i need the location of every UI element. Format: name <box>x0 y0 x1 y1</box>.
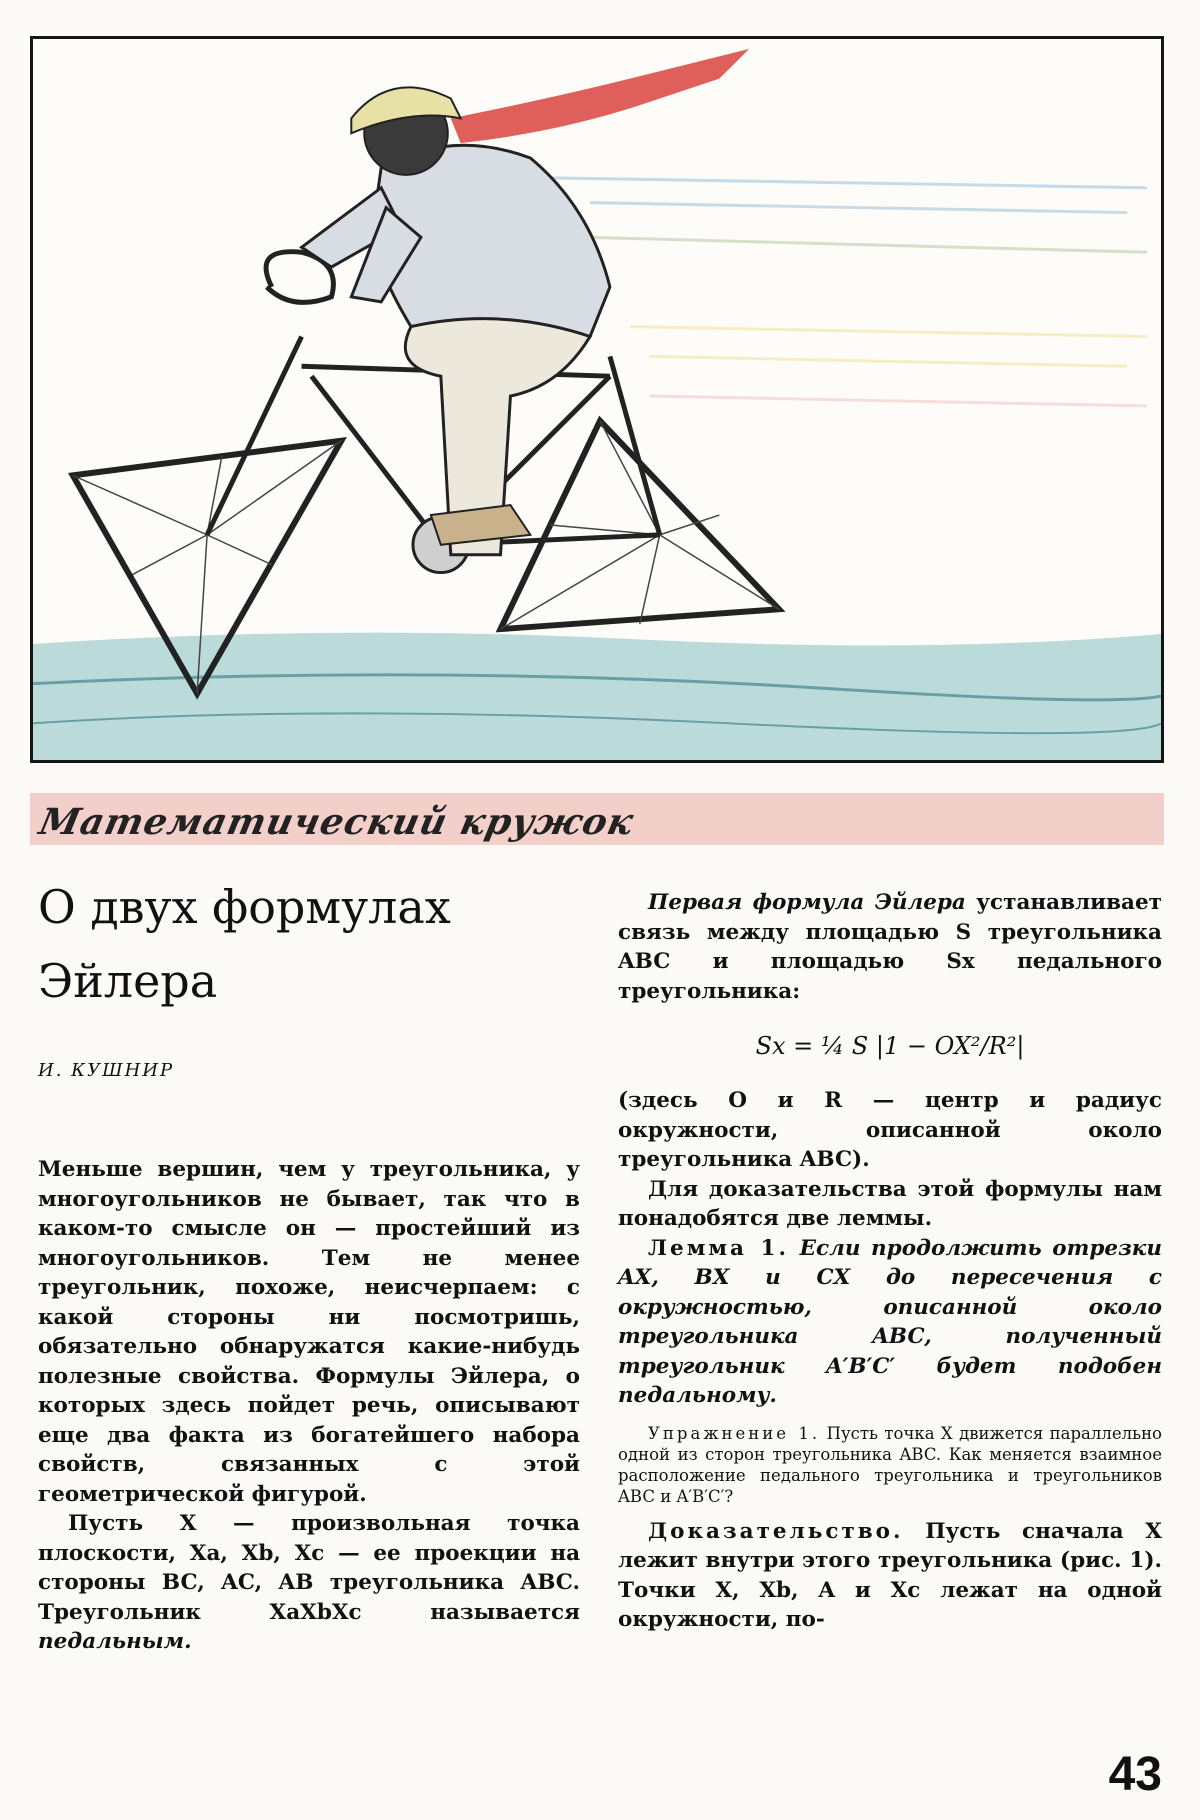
left-column <box>38 1155 580 1657</box>
right-column <box>618 888 1162 1635</box>
author: И. КУШНИР <box>38 1060 175 1081</box>
first-formula-term: Первая формула Эйлера <box>648 890 966 915</box>
paragraph-first-formula <box>618 888 1162 1006</box>
article-title <box>38 870 598 1018</box>
proof-label: Доказательство. <box>648 1518 904 1544</box>
paragraph-notation: (здесь O и R — центр и радиус окружности, описанной около треугольника ABC). <box>618 1088 1162 1172</box>
lemma-text: Если продолжить отрезки AX, BX и CX до пересечения с окружностью, описанной около треугольника ABC, полученный треугольник A′B′C′ будет подобен педальному. <box>618 1235 1162 1408</box>
exercise-text: Пусть точка X движется параллельно одной из сторон треугольника ABC. Как меняется взаимное расположение педального треугольника и треугольников ABC и A′B′C′? <box>618 1423 1162 1506</box>
lemma-label: Лемма 1. <box>648 1235 790 1261</box>
definition-text: Пусть X — произвольная точка плоскости, Xa, Xb, Xc — ее проекции на стороны BC, AC, AB треугольника ABC. Треугольник XaXbXc называется <box>38 1511 580 1625</box>
page-number: 43 <box>1108 1748 1162 1801</box>
title-line-2: Эйлера <box>38 954 218 1008</box>
proof-text: Пусть сначала X лежит внутри этого треугольника (рис. 1). Точки X, Xb, A и Xc лежат на одной окружности, по- <box>618 1518 1162 1632</box>
proof <box>618 1517 1162 1635</box>
first-formula-text: устанавливает связь между площадью S треугольника ABC и площадью Sx педального треугольника: <box>618 890 1162 1004</box>
cyclist-drawing <box>33 39 1161 760</box>
cyclist-illustration <box>30 36 1164 763</box>
euler-formula: Sx = ¼ S |1 − OX²/R²| <box>755 1032 1025 1060</box>
title-line-1: О двух формулах <box>38 880 451 934</box>
section-label: Математический кружок <box>35 801 638 843</box>
exercise-1 <box>618 1423 1162 1507</box>
exercise-label: Упражнение 1. <box>648 1423 821 1443</box>
paragraph-lemmas: Для доказательства этой формулы нам понадобятся две леммы. <box>618 1176 1162 1231</box>
paragraph-intro: Меньше вершин, чем у треугольника, у многоугольников не бывает, так что в каком-то смысле он — простейший из многоугольников. Тем не менее треугольник, похоже, неисчерпаем: с какой стороны ни посмотришь, обязательно обнаружатся какие-нибудь полезные свойства. Формулы Эйлера, о которых здесь пойдет речь, описывают еще два факта из богатейшего набора свойств, связанных с этой геометрической фигурой. <box>38 1157 580 1507</box>
paragraph-definition <box>38 1509 580 1657</box>
definition-term: педальным. <box>38 1629 192 1654</box>
lemma-1 <box>618 1234 1162 1411</box>
